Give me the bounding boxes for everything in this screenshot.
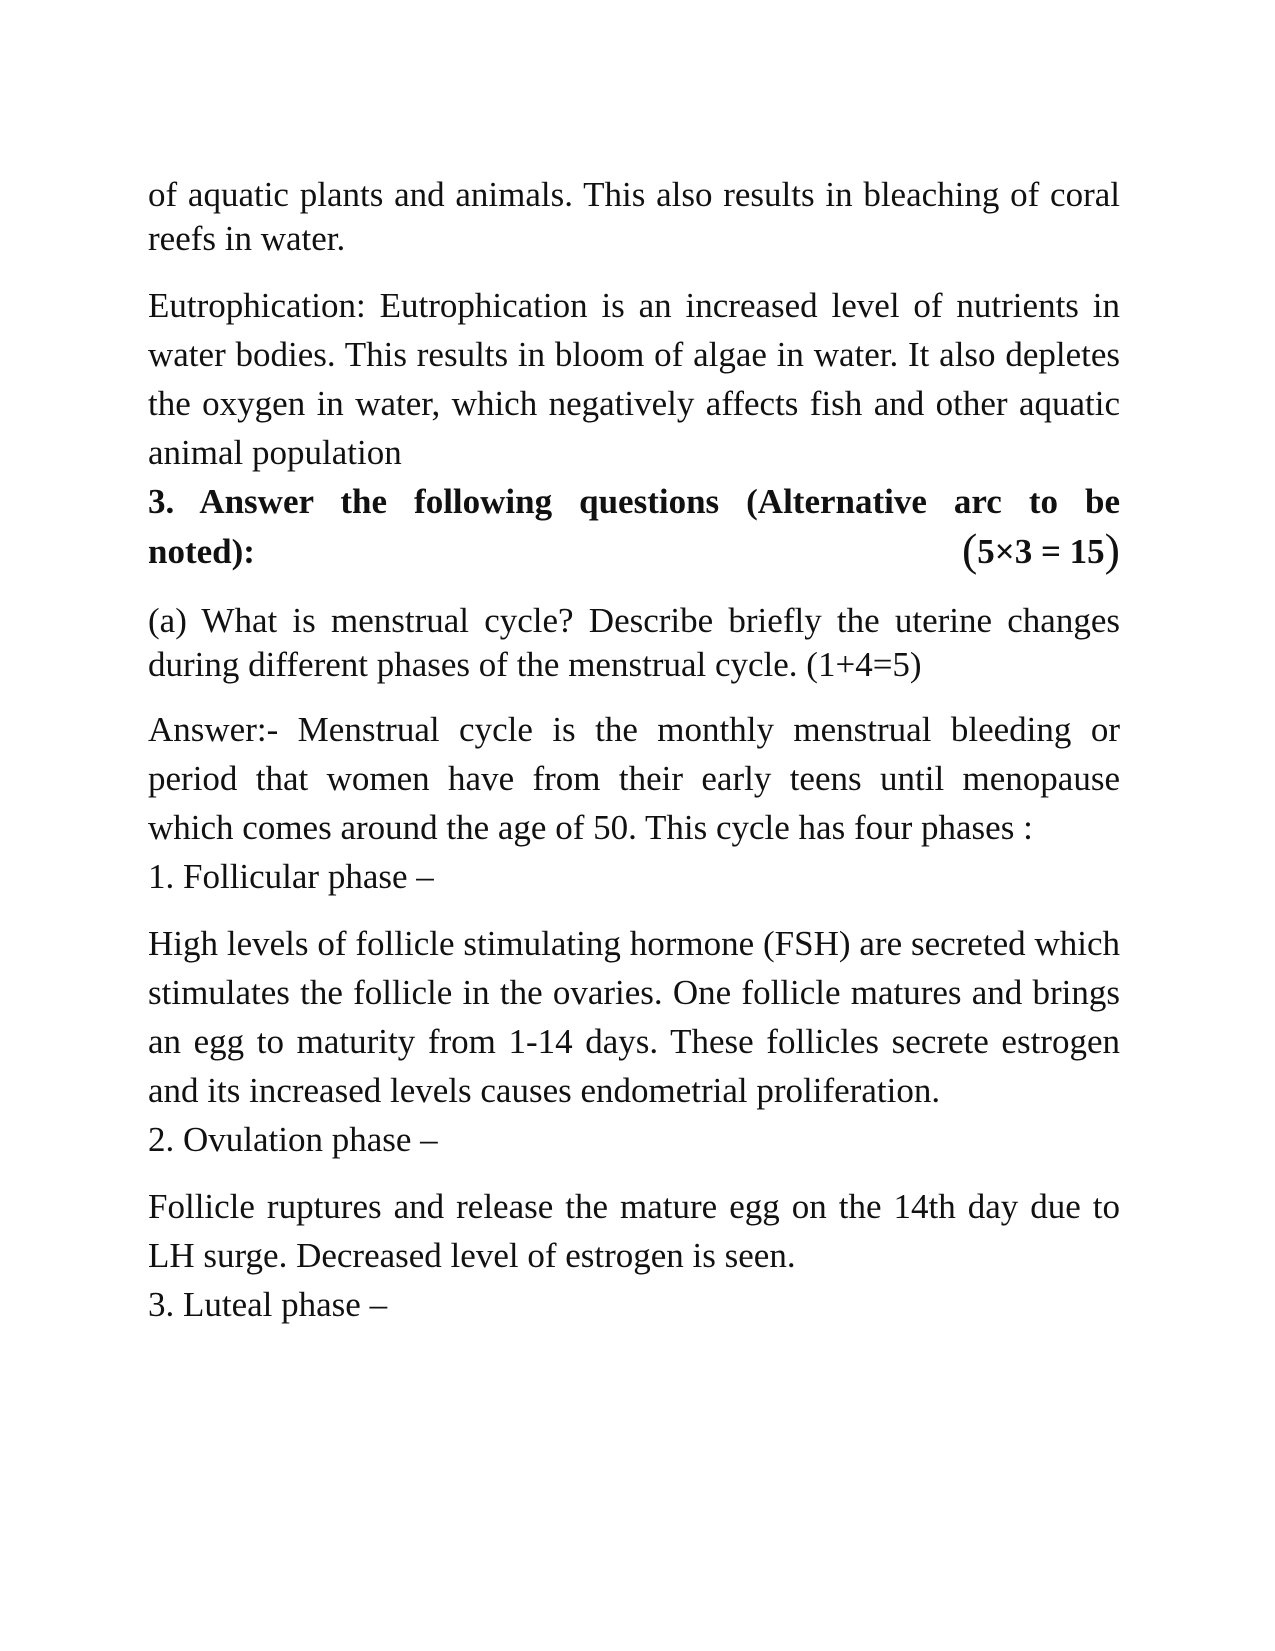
question-a: (a) What is menstrual cycle? Describe briefly the uterine changes during different phases of the menstrual cycle. (1+4=5)	[148, 601, 1120, 684]
document-page	[148, 173, 1120, 1329]
question-3-noted: noted):	[148, 532, 255, 571]
question-3-marks	[961, 524, 1120, 577]
phase-2-title: 2. Ovulation phase –	[148, 1120, 438, 1159]
phase-1-text: High levels of follicle stimulating hormone (FSH) are secreted which stimulates the follicle in the ovaries. One follicle matures and brings an egg to maturity from 1-14 days. These follicles secrete estrogen and its increased levels causes endometrial proliferation.	[148, 924, 1120, 1110]
question-3-line1: 3. Answer the following questions (Alternative arc to be	[148, 482, 1120, 521]
question-3-line2	[148, 524, 1120, 577]
phase-1-title: 1. Follicular phase –	[148, 857, 434, 896]
intro-paragraph: of aquatic plants and animals. This also results in bleaching of coral reefs in water.	[148, 175, 1120, 258]
marks-open-paren: (	[961, 524, 978, 575]
answer-intro: Answer:- Menstrual cycle is the monthly menstrual bleeding or period that women have from their early teens until menopause which comes around the age of 50. This cycle has four phases :	[148, 710, 1120, 847]
eutrophication-paragraph: Eutrophication: Eutrophication is an increased level of nutrients in water bodies. This results in bloom of algae in water. It also depletes the oxygen in water, which negatively affects fish and other aquatic animal population	[148, 286, 1120, 472]
marks-close-paren: )	[1104, 524, 1120, 575]
question-3-heading	[148, 477, 1120, 577]
marks-value: 5×3 = 15	[977, 532, 1105, 571]
phase-3-title: 3. Luteal phase –	[148, 1285, 388, 1324]
phase-2-text: Follicle ruptures and release the mature egg on the 14th day due to LH surge. Decreased level of estrogen is seen.	[148, 1187, 1120, 1275]
